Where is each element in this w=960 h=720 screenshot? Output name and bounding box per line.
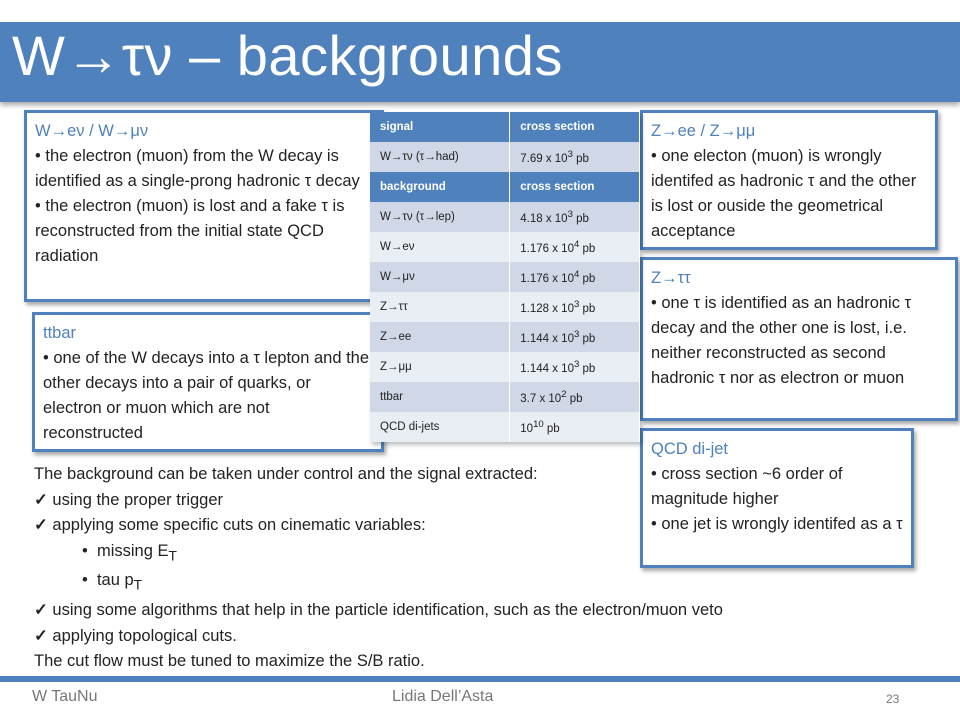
table-cell: 1.128 x $10^3$ pb (510, 292, 640, 322)
box-title: Z→ee / Z→μμ (651, 122, 756, 140)
box-title: W→eν / W→μν (35, 122, 149, 140)
table-row (370, 202, 640, 232)
table-cell: Z→ee (370, 322, 510, 352)
bullet-item: • one τ is identified as an hadronic τ decay and the other one is lost, i.e. neither reconstructed as second hadronic τ nor as electron or muon (651, 291, 947, 391)
body-text (34, 462, 934, 675)
footer-left: W TauNu (32, 688, 98, 705)
sub-bullet-item: • tau $p_T$ (34, 568, 934, 598)
table-cell: cross section (510, 112, 640, 142)
table-cell: 1.176 x $10^4$ pb (510, 262, 640, 292)
table-row (370, 382, 640, 412)
table-cell: 1.144 x $10^3$ pb (510, 352, 640, 382)
table-row (370, 352, 640, 382)
footer-divider (0, 676, 960, 682)
table-row (370, 232, 640, 262)
table-cell: 4.18 x $10^3$ pb (510, 202, 640, 232)
table-header-row (370, 172, 640, 202)
table-cell: 3.7 x $10^2$ pb (510, 382, 640, 412)
checklist-item: ✓ applying topological cuts. (34, 624, 934, 650)
table-cell: W→μν (370, 262, 510, 292)
wev-background-box (24, 110, 384, 302)
table-row (370, 292, 640, 322)
table-cell: ttbar (370, 382, 510, 412)
checklist-item: ✓ using the proper trigger (34, 488, 934, 514)
table-row (370, 262, 640, 292)
table-cell: Z→μμ (370, 352, 510, 382)
bullet-item: • the electron (muon) is lost and a fake τ is reconstructed from the initial state QCD radiation (35, 194, 373, 269)
table-cell: cross section (510, 172, 640, 202)
table-cell: W→τν (τ→had) (370, 142, 510, 172)
intro-text: The background can be taken under control and the signal extracted: (34, 465, 538, 483)
checklist-item: ✓ applying some specific cuts on cinematic variables: (34, 513, 934, 539)
table-cell: 7.69 x $10^3$ pb (510, 142, 640, 172)
bullet-item: • the electron (muon) from the W decay is identified as a single-prong hadronic τ decay (35, 144, 373, 194)
cross-section-table (370, 112, 640, 442)
bullet-item: • one jet is wrongly identifed as a τ (651, 512, 903, 537)
table-cell: 1.144 x $10^3$ pb (510, 322, 640, 352)
bullet-item: • one of the W decays into a τ lepton and the other decays into a pair of quarks, or electron or muon which are not reconstructed (43, 346, 373, 446)
table-cell: W→τν (τ→lep) (370, 202, 510, 232)
table-cell: W→eν (370, 232, 510, 262)
table-cell: signal (370, 112, 510, 142)
table-cell: QCD di-jets (370, 412, 510, 442)
ztautau-background-box (640, 257, 958, 421)
box-title: QCD di-jet (651, 440, 729, 458)
zee-background-box (640, 110, 938, 250)
ttbar-background-box (32, 312, 384, 452)
table-cell: background (370, 172, 510, 202)
checklist-item: ✓ using some algorithms that help in the particle identification, such as the electron/muon veto (34, 598, 934, 624)
sub-bullet-item: • missing $E_T$ (34, 539, 934, 569)
table-row (370, 142, 640, 172)
box-title: Z→ττ (651, 269, 691, 287)
table-row (370, 412, 640, 442)
bullet-item: • cross section ~6 order of magnitude higher (651, 462, 903, 512)
table-row (370, 322, 640, 352)
bullet-item: • one electon (muon) is wrongly identifed as hadronic τ and the other is lost or ouside the geometrical acceptance (651, 144, 927, 244)
table-cell: 1.176 x $10^4$ pb (510, 232, 640, 262)
table-cell: Z→ττ (370, 292, 510, 322)
outro-text: The cut flow must be tuned to maximize the S/B ratio. (34, 652, 425, 671)
table-cell: $10^{10}$ pb (510, 412, 640, 442)
page-number: 23 (886, 692, 900, 706)
footer-author: Lidia Dell’Asta (392, 688, 494, 705)
box-title: ttbar (43, 324, 77, 342)
table-header-row (370, 112, 640, 142)
slide-title: W→τν – backgrounds (12, 24, 563, 87)
